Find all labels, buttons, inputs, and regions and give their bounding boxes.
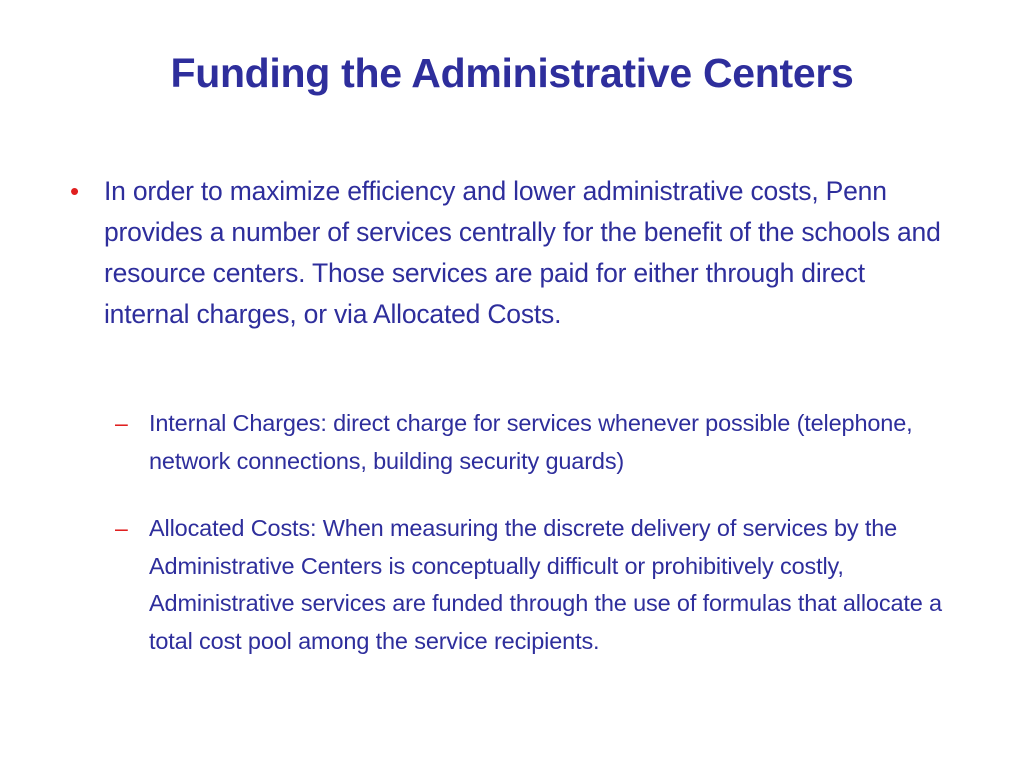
dash-marker-icon: –: [115, 515, 128, 541]
sub-bullet-text: Internal Charges: direct charge for services whenever possible (telephone, network connections, building security guards): [149, 410, 913, 474]
bullet-row: [70, 171, 950, 335]
sub-bullet-allocated-costs: [115, 510, 955, 660]
dash-marker-icon: –: [115, 410, 128, 436]
main-bullet: [70, 171, 950, 335]
bullet-text: In order to maximize efficiency and lower administrative costs, Penn provides a number of services centrally for the benefit of the schools and resource centers. Those services are paid for either through direct internal charges, or via Allocated Costs.: [104, 176, 941, 329]
sub-bullet-row: [115, 405, 955, 480]
sub-bullet-row: [115, 510, 955, 660]
sub-bullet-internal-charges: [115, 405, 955, 480]
sub-bullet-text: Allocated Costs: When measuring the discrete delivery of services by the Administrative Centers is conceptually difficult or prohibitively costly, Administrative services are funded through the use of formulas that allocate a total cost pool among the service recipients.: [149, 515, 942, 654]
slide-title: Funding the Administrative Centers: [170, 50, 854, 96]
bullet-marker-icon: •: [70, 176, 80, 206]
